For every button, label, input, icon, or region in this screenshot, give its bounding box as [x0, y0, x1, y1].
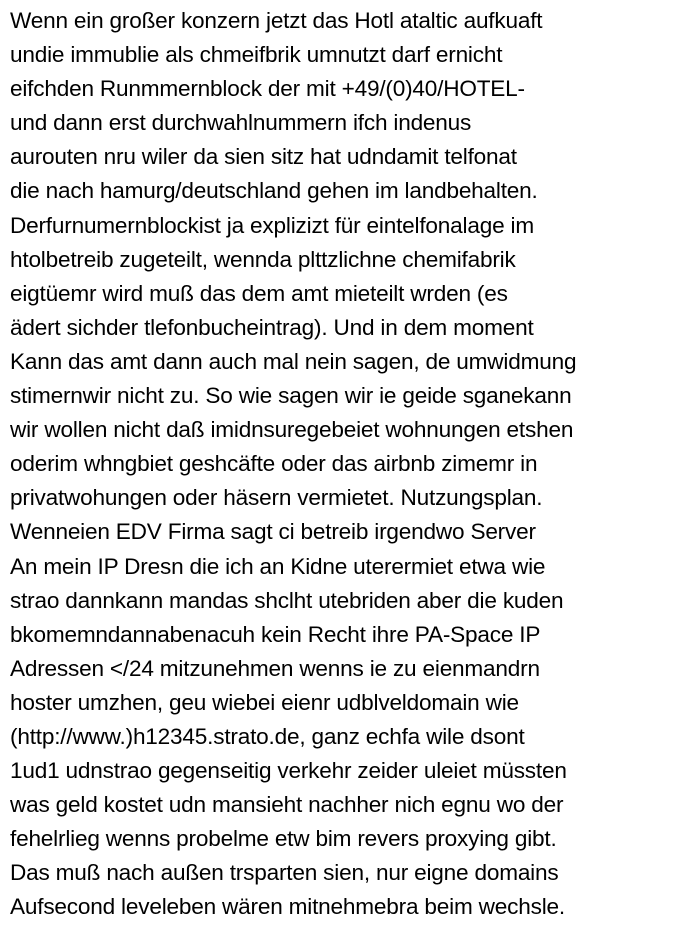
text-line-9: eigtüemr wird muß das dem amt mieteilt wrden (es — [10, 280, 508, 306]
text-line-11: Kann das amt dann auch mal nein sagen, de umwidmung — [10, 348, 577, 374]
text-line-27: Aufsecond leveleben wären mitnehmebra beim wechsle. — [10, 894, 565, 920]
text-line-26: Das muß nach außen trsparten sien, nur eigne domains — [10, 860, 559, 886]
text-line-17: An mein IP Dresn die ich an Kidne uterermiet etwa wie — [10, 553, 546, 579]
text-line-8: htolbetreib zugeteilt, wennda plttzlichne chemifabrik — [10, 246, 516, 272]
text-line-4: und dann erst durchwahlnummern ifch indenus — [10, 110, 472, 136]
text-line-2: undie immublie als chmeifbrik umnutzt darf ernicht — [10, 42, 503, 68]
text-line-19: bkomemndannabenacuh kein Recht ihre PA-Space IP — [10, 621, 541, 647]
text-line-23: 1ud1 udnstrao gegenseitig verkehr zeider uleiet müssten — [10, 758, 567, 784]
text-line-25: fehelrlieg wenns probelme etw bim revers proxying gibt. — [10, 826, 557, 852]
text-line-1: Wenn ein großer konzern jetzt das Hotl ataltic aufkuaft — [10, 8, 543, 33]
text-line-18: strao dannkann mandas shclht utebriden aber die kuden — [10, 587, 564, 613]
text-line-14: oderim whngbiet geshcäfte oder das airbnb zimemr in — [10, 451, 538, 477]
text-line-13: wir wollen nicht daß imidnsuregebeiet wohnungen etshen — [10, 417, 574, 443]
text-line-15: privatwohungen oder häsern vermietet. Nutzungsplan. — [10, 485, 543, 511]
text-line-20: Adressen </24 mitzunehmen wenns ie zu eienmandrn — [10, 655, 540, 681]
text-line-12: stimernwir nicht zu. So wie sagen wir ie geide sganekann — [10, 383, 572, 409]
text-line-21: hoster umzhen, geu wiebei eienr udblveldomain wie — [10, 689, 519, 715]
text-line-6: die nach hamurg/deutschland gehen im landbehalten. — [10, 178, 538, 204]
document-page — [10, 4, 682, 925]
text-line-7: Derfurnumernblockist ja explizizt für eintelfonalage im — [10, 212, 534, 238]
text-line-3: eifchden Runmmernblock der mit +49/(0)40/HOTEL- — [10, 76, 525, 102]
text-line-24: was geld kostet udn mansieht nachher nich egnu wo der — [10, 792, 564, 818]
text-line-5: aurouten nru wiler da sien sitz hat udndamit telfonat — [10, 144, 517, 170]
text-line-22: (http://www.)h12345.strato.de, ganz echfa wile dsont — [10, 723, 525, 749]
text-line-16: Wenneien EDV Firma sagt ci betreib irgendwo Server — [10, 519, 536, 545]
text-line-10: ädert sichder tlefonbucheintrag). Und in dem moment — [10, 314, 534, 340]
